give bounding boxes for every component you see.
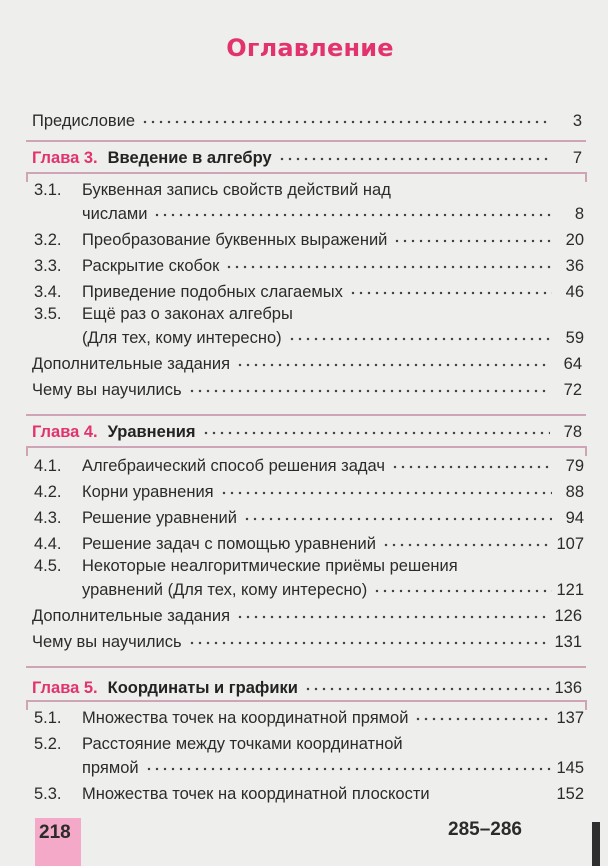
bracket-line <box>585 446 587 456</box>
toc-entry-label: Решение уравнений <box>82 509 237 527</box>
toc-page-number: 46 <box>565 283 584 301</box>
leader-dots <box>304 684 550 694</box>
chapter-title: Введение в алгебру <box>107 149 272 167</box>
footer-code: 285–286 <box>448 819 522 840</box>
toc-entry-label: Приведение подобных слагаемых <box>82 283 343 301</box>
leader-dots <box>382 540 552 550</box>
toc-entry-label: Чему вы научились <box>32 381 182 399</box>
leader-dots <box>288 334 552 344</box>
toc-entry-label: Предисловие <box>32 112 136 130</box>
separator-line <box>26 414 586 416</box>
toc-page-number: 126 <box>554 607 582 625</box>
toc-entry-3-5-line1[interactable] <box>34 304 293 324</box>
page-number-tab <box>35 818 81 866</box>
toc-page-number: 78 <box>563 423 582 441</box>
toc-entry-extra-3[interactable] <box>32 350 582 374</box>
bracket-line <box>26 446 28 456</box>
page-number: 218 <box>39 822 71 843</box>
section-number: 3.5. <box>34 305 62 323</box>
toc-entry-label: Раскрытие скобок <box>82 257 220 275</box>
toc-page-number: 145 <box>556 759 584 777</box>
section-number: 5.1. <box>34 709 62 727</box>
separator-line <box>26 446 586 448</box>
separator-line <box>26 140 586 142</box>
toc-entry-label: Чему вы научились <box>32 633 182 651</box>
chapter-title: Уравнения <box>107 423 196 441</box>
toc-entry-label: Множества точек на координатной плоскости <box>82 785 430 803</box>
toc-page-number: 72 <box>563 381 582 399</box>
leader-dots <box>414 714 552 724</box>
toc-entry-label: уравнений (Для тех, кому интересно) <box>82 581 368 599</box>
bracket-line <box>585 700 587 710</box>
leader-dots <box>188 386 550 396</box>
toc-entry-label: Некоторые неалгоритмические приёмы решения <box>82 557 458 575</box>
toc-chapter-4[interactable] <box>32 418 582 442</box>
book-spine-edge <box>592 822 600 866</box>
chapter-label: Глава 3. <box>32 149 98 167</box>
section-number: 3.3. <box>34 257 62 275</box>
toc-entry-4-1[interactable] <box>34 452 584 476</box>
section-number: 4.4. <box>34 535 62 553</box>
toc-entry-label: Алгебраический способ решения задач <box>82 457 385 475</box>
toc-entry-5-2[interactable] <box>34 754 584 778</box>
toc-entry-3-1-line1[interactable] <box>34 180 391 200</box>
toc-page-number: 7 <box>572 149 582 167</box>
leader-dots <box>202 428 550 438</box>
toc-entry-label: Множества точек на координатной прямой <box>82 709 409 727</box>
toc-page-number: 79 <box>565 457 584 475</box>
toc-entry-label: прямой <box>82 759 139 777</box>
toc-entry-label: Ещё раз о законах алгебры <box>82 305 293 323</box>
toc-page-number: 136 <box>554 679 582 697</box>
toc-entry-label: Дополнительные задания <box>32 355 231 373</box>
toc-page-number: 20 <box>565 231 584 249</box>
toc-entry-4-5-line1[interactable] <box>34 556 458 576</box>
section-number: 4.3. <box>34 509 62 527</box>
bracket-line <box>26 700 28 710</box>
toc-entry-3-1[interactable] <box>34 200 584 224</box>
chapter-label: Глава 4. <box>32 423 98 441</box>
section-number: 3.2. <box>34 231 62 249</box>
leader-dots <box>225 262 552 272</box>
toc-entry-5-3[interactable] <box>34 780 584 804</box>
page-title: Оглавление <box>226 34 394 62</box>
toc-chapter-3[interactable] <box>32 144 582 168</box>
section-number: 4.5. <box>34 557 62 575</box>
section-number: 3.4. <box>34 283 62 301</box>
toc-page-number: 36 <box>565 257 584 275</box>
toc-page-number: 3 <box>572 112 582 130</box>
toc-page-number: 121 <box>556 581 584 599</box>
toc-entry-extra-4[interactable] <box>32 602 582 626</box>
leader-dots <box>141 117 550 127</box>
chapter-title: Координаты и графики <box>107 679 298 697</box>
separator-line <box>26 700 586 702</box>
bracket-line <box>585 172 587 182</box>
leader-dots <box>373 586 552 596</box>
toc-page-number: 8 <box>574 205 584 223</box>
toc-page-number: 88 <box>565 483 584 501</box>
leader-dots <box>349 288 552 298</box>
toc-entry-label: Дополнительные задания <box>32 607 231 625</box>
toc-page-number: 137 <box>556 709 584 727</box>
separator-line <box>26 666 586 668</box>
leader-dots <box>393 236 552 246</box>
bracket-line <box>26 172 28 182</box>
toc-entry-label: Буквенная запись свойств действий над <box>82 181 391 199</box>
leader-dots <box>278 154 550 164</box>
toc-entry-4-3[interactable] <box>34 504 584 528</box>
toc-page-number: 131 <box>554 633 582 651</box>
section-number: 5.3. <box>34 785 62 803</box>
toc-entry-4-4[interactable] <box>34 530 584 554</box>
toc-entry-4-5[interactable] <box>34 576 584 600</box>
toc-entry-label: Расстояние между точками координатной <box>82 735 403 753</box>
toc-page-number: 107 <box>556 535 584 553</box>
toc-entry-label: числами <box>82 205 148 223</box>
leader-dots <box>220 488 552 498</box>
separator-line <box>26 172 586 174</box>
toc-entry-3-2[interactable] <box>34 226 584 250</box>
leader-dots <box>243 514 552 524</box>
toc-page-number: 64 <box>563 355 582 373</box>
section-number: 3.1. <box>34 181 62 199</box>
toc-entry-4-2[interactable] <box>34 478 584 502</box>
toc-entry-3-3[interactable] <box>34 252 584 276</box>
toc-entry-3-4[interactable] <box>34 278 584 302</box>
section-number: 4.2. <box>34 483 62 501</box>
toc-entry-5-2-line1[interactable] <box>34 734 403 754</box>
leader-dots <box>153 210 552 220</box>
chapter-label: Глава 5. <box>32 679 98 697</box>
toc-entry-5-1[interactable] <box>34 704 584 728</box>
leader-dots <box>236 360 550 370</box>
leader-dots <box>188 638 550 648</box>
toc-page-number: 152 <box>556 785 584 803</box>
toc-entry-3-5[interactable] <box>34 324 584 348</box>
section-number: 5.2. <box>34 735 62 753</box>
toc-entry-label: Корни уравнения <box>82 483 214 501</box>
leader-dots <box>391 462 552 472</box>
toc-entry-summary-4[interactable] <box>32 628 582 652</box>
toc-entry-label: (Для тех, кому интересно) <box>82 329 282 347</box>
toc-chapter-5[interactable] <box>32 674 582 698</box>
section-number: 4.1. <box>34 457 62 475</box>
toc-page-number: 59 <box>565 329 584 347</box>
leader-dots <box>145 764 552 774</box>
toc-page-number: 94 <box>565 509 584 527</box>
toc-entry-preface[interactable] <box>32 107 582 131</box>
toc-entry-label: Решение задач с помощью уравнений <box>82 535 376 553</box>
toc-entry-label: Преобразование буквенных выражений <box>82 231 388 249</box>
leader-dots <box>236 612 550 622</box>
toc-entry-summary-3[interactable] <box>32 376 582 400</box>
